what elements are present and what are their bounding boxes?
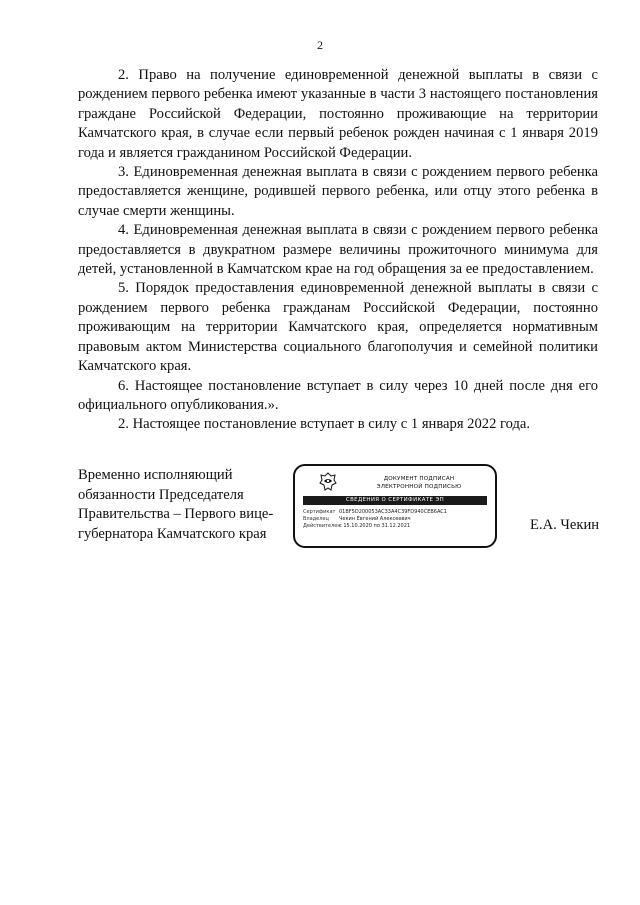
stamp-owner-label: Владелец [303,516,329,522]
electronic-signature-stamp [293,464,497,548]
document-body [78,66,598,435]
signer-name: Е.А. Чекин [530,517,600,533]
signer-position [78,466,278,544]
coat-of-arms-icon [318,472,338,492]
paragraph-2: 2. Право на получение единовременной денежной выплаты в связи с рождением первого ребенка имеют указанные в части 3 настоящего постановления граждане Российской Федерации, постоянно проживающие на территории Камчатского края, в случае если первый ребенок рожден начиная с 1 января 2019 года и является гражданином Российской Федерации. [78,67,598,161]
signer-position-line: Временно исполняющий [78,467,233,483]
stamp-certificate-label: Сертификат [303,509,336,515]
stamp-title-line: ЭЛЕКТРОННОЙ ПОДПИСЬЮ [376,484,462,490]
paragraph-6: 6. Настоящее постановление вступает в силу через 10 дней после дня его официального опубликования.». [78,377,598,413]
page-number: 2 [317,38,323,52]
stamp-validity-value: с 15.10.2020 по 31.12.2021 [339,523,411,529]
paragraph-5: 5. Порядок предоставления единовременной денежной выплаты в связи с рождением первого ребенка гражданам Российской Федерации, постоянно проживающим на территории Камчатского края, определяется нормативным правовым актом Министерства социального благополучия и семейной политики Камчатского края. [78,280,598,375]
paragraph-3: 3. Единовременная денежная выплата в связи с рождением первого ребенка предоставляется женщине, родившей первого ребенка, или отцу этого ребенка в случае смерти женщины. [78,164,598,219]
stamp-validity-row [303,523,489,530]
stamp-certificate-row [303,509,489,516]
signer-position-line: губернатора Камчатского края [78,525,267,542]
stamp-owner-row [303,516,489,523]
stamp-owner-value: Чекин Евгений Алексеевич [339,516,411,522]
stamp-certificate-header: СВЕДЕНИЯ О СЕРТИФИКАТЕ ЭП [303,496,487,505]
stamp-title-line: ДОКУМЕНТ ПОДПИСАН [383,476,455,482]
stamp-certificate-value: 01BF5D200053AC33A4C39FD940CEB6AC1 [339,509,447,515]
paragraph-4: 4. Единовременная денежная выплата в связи с рождением первого ребенка предоставляется в двукратном размере величины прожиточного минимума для детей, установленной в Камчатском крае на год обращения за ее предоставлением. [78,222,598,278]
stamp-validity-label: Действителен [303,523,341,529]
signer-position-line: Правительства – Первого вице- [78,506,274,522]
signer-position-line: обязанности Председателя [78,486,244,503]
stamp-title [349,475,489,491]
paragraph-effective-date: 2. Настоящее постановление вступает в силу с 1 января 2022 года. [118,416,531,433]
